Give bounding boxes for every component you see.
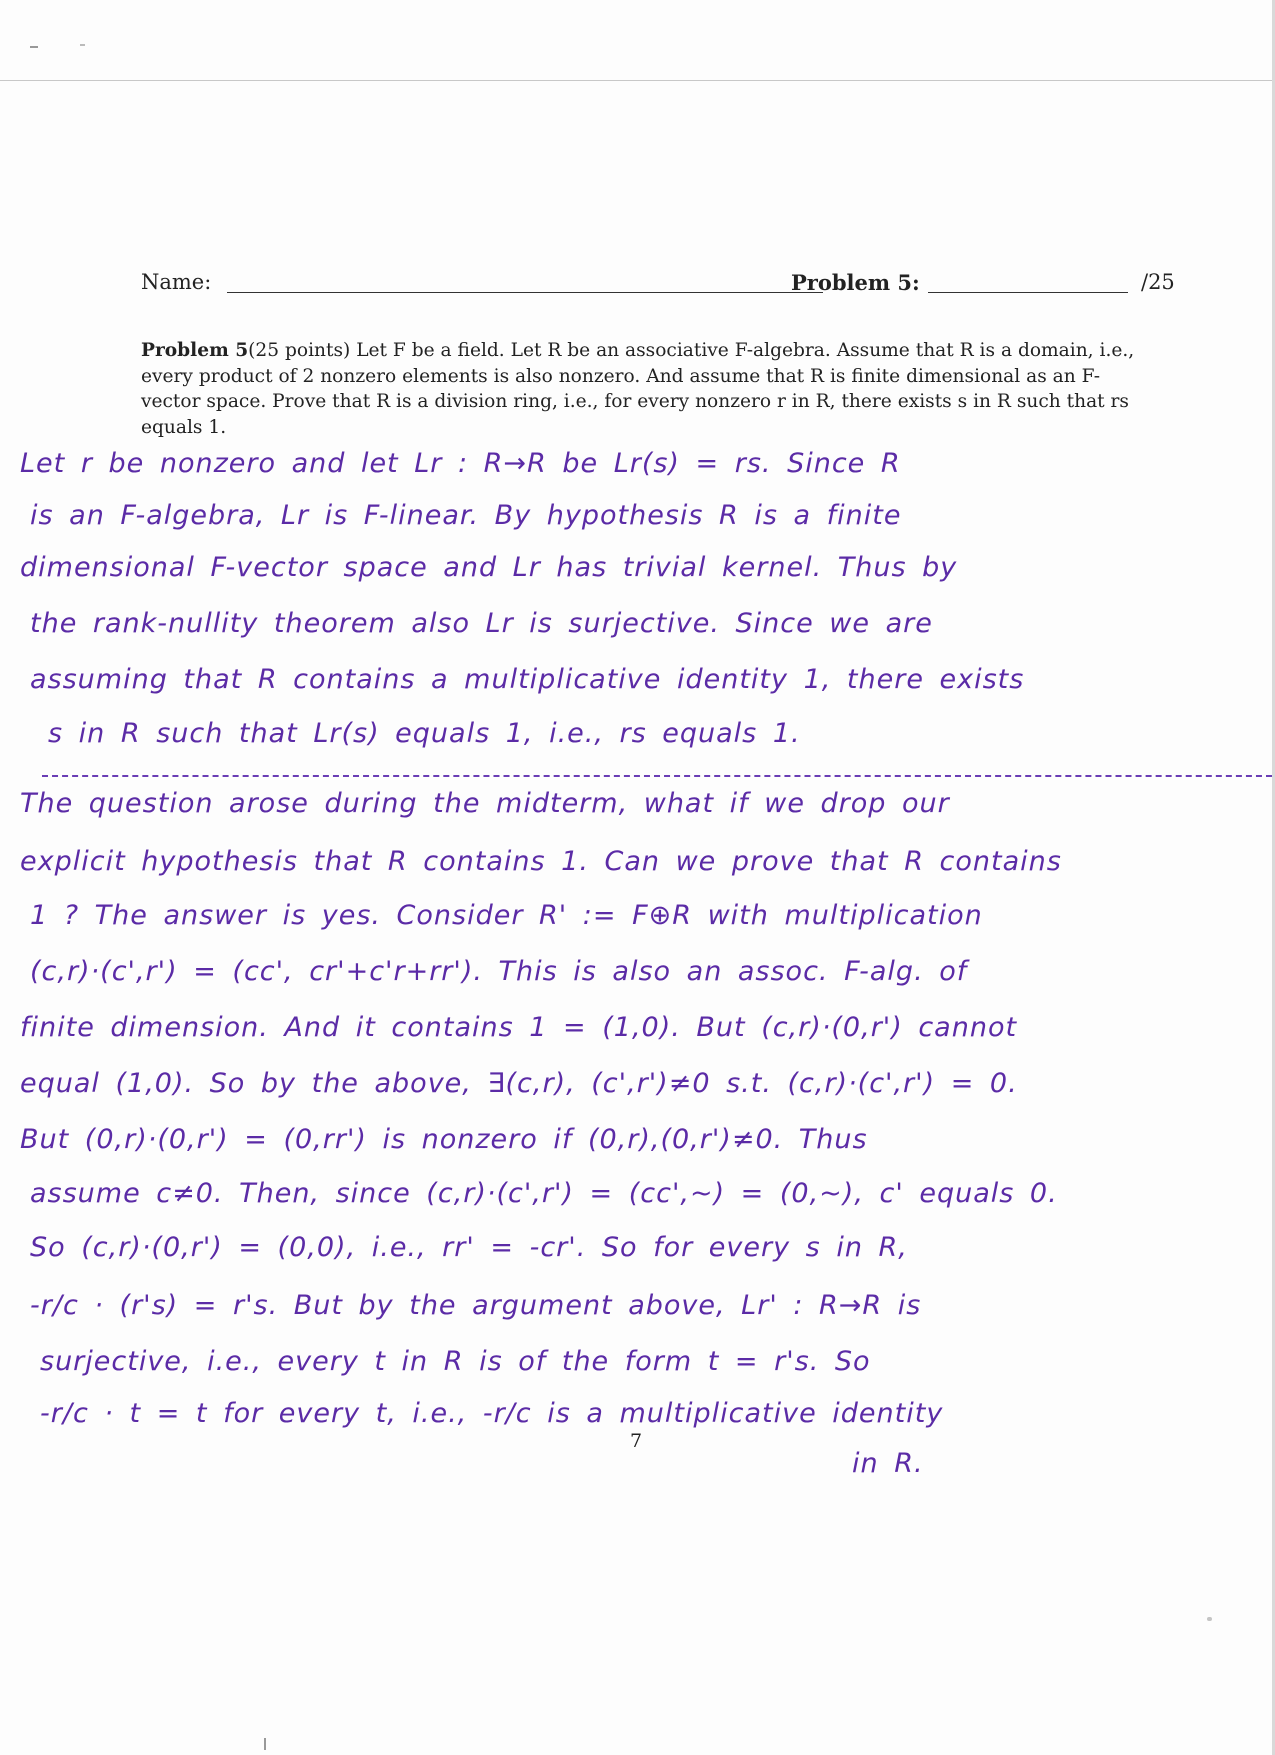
problem-heading: Problem 5 bbox=[141, 340, 249, 361]
scan-artifact-line bbox=[0, 80, 1275, 81]
handwritten-line: -r/c · t = t for every t, i.e., -r/c is a multiplicative identity bbox=[40, 1398, 944, 1429]
exam-header bbox=[141, 270, 1178, 300]
problem-statement bbox=[141, 338, 1136, 440]
handwritten-line: in R. bbox=[852, 1448, 924, 1479]
handwritten-line: (c,r)·(c',r') = (cc', cr'+c'r+rr'). This is also an assoc. F-alg. of bbox=[30, 956, 968, 987]
score-total: /25 bbox=[1141, 270, 1175, 294]
dashed-separator bbox=[42, 775, 1272, 777]
handwritten-line: assuming that R contains a multiplicative identity 1, there exists bbox=[30, 664, 1025, 695]
handwritten-line: surjective, i.e., every t in R is of the form t = r's. So bbox=[40, 1346, 871, 1377]
handwritten-line: equal (1,0). So by the above, ∃(c,r), (c',r')≠0 s.t. (c,r)·(c',r') = 0. bbox=[20, 1068, 1018, 1099]
scan-speck bbox=[264, 1738, 266, 1750]
handwritten-line: the rank-nullity theorem also Lr is surjective. Since we are bbox=[30, 608, 933, 639]
handwritten-line: But (0,r)·(0,r') = (0,rr') is nonzero if (0,r),(0,r')≠0. Thus bbox=[20, 1124, 868, 1155]
name-label: Name: bbox=[141, 270, 212, 294]
handwritten-line: s in R such that Lr(s) equals 1, i.e., rs equals 1. bbox=[48, 718, 801, 749]
problem-score-label: Problem 5: bbox=[791, 270, 920, 295]
scan-mark bbox=[30, 46, 38, 48]
handwritten-line: finite dimension. And it contains 1 = (1,0). But (c,r)·(0,r') cannot bbox=[20, 1012, 1018, 1043]
handwritten-line: Let r be nonzero and let Lr : R→R be Lr(s) = rs. Since R bbox=[20, 448, 901, 479]
handwritten-line: 1 ? The answer is yes. Consider R' := F⊕R with multiplication bbox=[30, 900, 983, 931]
scan-speck bbox=[1207, 1617, 1212, 1621]
scan-mark bbox=[80, 44, 85, 46]
handwritten-line: -r/c · (r's) = r's. But by the argument above, Lr' : R→R is bbox=[30, 1290, 922, 1321]
handwritten-line: So (c,r)·(0,r') = (0,0), i.e., rr' = -cr'. So for every s in R, bbox=[30, 1232, 908, 1263]
handwritten-line: dimensional F-vector space and Lr has trivial kernel. Thus by bbox=[20, 552, 958, 583]
problem-body: (25 points) Let F be a field. Let R be an associative F-algebra. Assume that R is a domain, i.e., every product of 2 nonzero elements is also nonzero. And assume that R is finite dimensional as an F-vector space. Prove that R is a division ring, i.e., for every nonzero r in R, there exists s in R such that rs equals 1. bbox=[141, 340, 1135, 438]
handwritten-line: is an F-algebra, Lr is F-linear. By hypothesis R is a finite bbox=[30, 500, 902, 531]
score-blank-line bbox=[928, 292, 1128, 293]
page-number: 7 bbox=[630, 1430, 643, 1452]
handwritten-line: assume c≠0. Then, since (c,r)·(c',r') = (cc',~) = (0,~), c' equals 0. bbox=[30, 1178, 1058, 1209]
handwritten-line: The question arose during the midterm, what if we drop our bbox=[20, 788, 950, 819]
handwritten-line: explicit hypothesis that R contains 1. Can we prove that R contains bbox=[20, 846, 1062, 877]
name-blank-line bbox=[227, 292, 823, 293]
